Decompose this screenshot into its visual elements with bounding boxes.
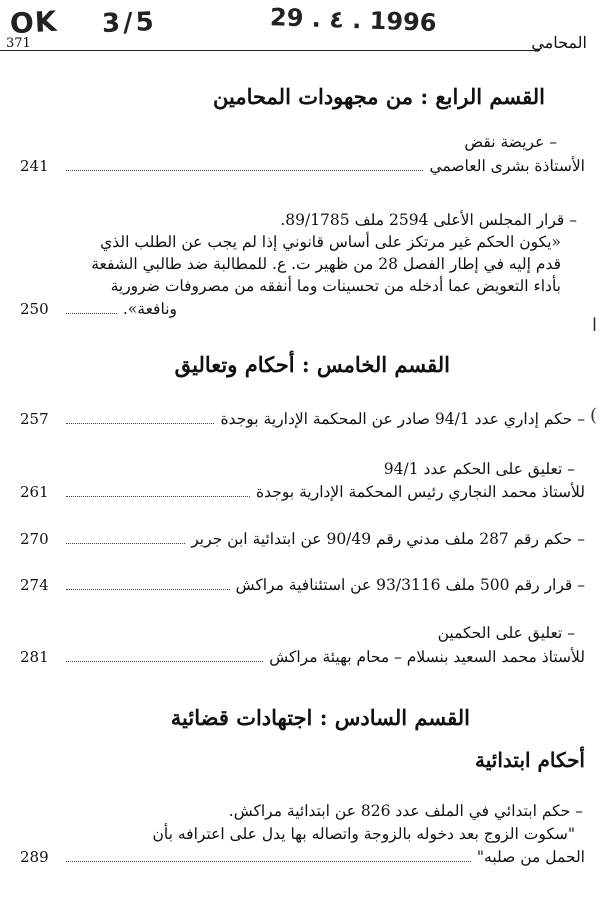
section6-title: القسم السادس : اجتهادات قضائية [170, 705, 470, 730]
entry-text: ونافعة». [122, 300, 177, 318]
leader-dots [66, 422, 214, 424]
toc-entry-281 [20, 648, 585, 670]
section5-title: القسم الخامس : أحكام وتعاليق [174, 352, 450, 377]
entry-text: للأستاذ محمد النجاري رئيس المحكمة الإدارية بوجدة [256, 483, 585, 501]
leader-dots [66, 542, 185, 544]
page-ref: 257 [20, 410, 49, 428]
toc-entry-261 [20, 483, 585, 505]
margin-mark: ( [589, 405, 597, 426]
page-ref: 289 [20, 848, 49, 866]
running-title: المحامي [531, 33, 587, 52]
page-ref: 250 [20, 300, 49, 318]
toc-entry-250 [20, 300, 585, 322]
entry-text: – حكم إداري عدد 94/1 صادر عن المحكمة الإدارية بوجدة [220, 410, 585, 428]
toc-entry-257 [20, 410, 585, 432]
leader-dots [66, 588, 230, 590]
handwritten-date: 29 . ٤ . 1996 [269, 3, 437, 37]
leader-dots [66, 860, 471, 862]
entry-text: – حكم رقم 287 ملف مدني رقم 90/49 عن ابتدائية ابن جرير [191, 530, 585, 548]
section6-entry1-line2: "سكوت الزوج بعد دخوله بالزوجة واتصاله بها يدل على اعترافه بأن [152, 825, 575, 843]
leader-dots [66, 312, 117, 314]
margin-mark: ا [591, 315, 597, 336]
section6-entry1-line1: – حكم ابتدائي في الملف عدد 826 عن ابتدائية مراكش. [228, 802, 583, 820]
entry-text: الأستاذة بشرى العاصمي [429, 157, 585, 175]
header-rule [0, 50, 540, 51]
section4-entry1-line1: – عريضة نقض [464, 133, 557, 151]
toc-entry-289 [20, 848, 585, 870]
section6-subtitle: أحكام ابتدائية [475, 748, 585, 772]
toc-entry-241 [20, 157, 585, 179]
section5-entry2-line1: – تعليق على الحكم عدد 94/1 [383, 460, 575, 478]
page-ref: 274 [20, 576, 49, 594]
handwritten-ok: OK [9, 4, 59, 41]
toc-entry-270 [20, 530, 585, 552]
entry-text: – قرار رقم 500 ملف 93/3116 عن استئنافية مراكش [235, 576, 585, 594]
page-ref: 281 [20, 648, 49, 666]
handwritten-fraction: 3/5 [101, 7, 158, 39]
page-number: 371 [6, 36, 31, 51]
toc-entry-274 [20, 576, 585, 598]
section4-entry2-line1: – قرار المجلس الأعلى 2594 ملف 89/1785. [280, 211, 577, 229]
page-ref: 270 [20, 530, 49, 548]
section4-entry2-line4: بأداء التعويض عما أدخله من تحسينات وما أنفقه من مصروفات ضرورية [110, 277, 561, 295]
entry-text: الحمل من صلبه" [476, 848, 585, 866]
leader-dots [66, 660, 263, 662]
leader-dots [66, 495, 250, 497]
section4-entry2-line2: «يكون الحكم غير مرتكز على أساس قانوني إذا لم يجب عن الطلب الذي [100, 233, 561, 251]
leader-dots [66, 169, 423, 171]
section5-entry5-line1: – تعليق على الحكمين [437, 624, 575, 642]
section4-title: القسم الرابع : من مجهودات المحامين [213, 84, 545, 109]
page-ref: 241 [20, 157, 49, 175]
section4-entry2-line3: قدم إليه في إطار الفصل 28 من ظهير ت. ع. للمطالبة ضد طالبي الشفعة [91, 255, 561, 273]
entry-text: للأستاذ محمد السعيد بنسلام – محام بهيئة مراكش [269, 648, 585, 666]
page-ref: 261 [20, 483, 49, 501]
